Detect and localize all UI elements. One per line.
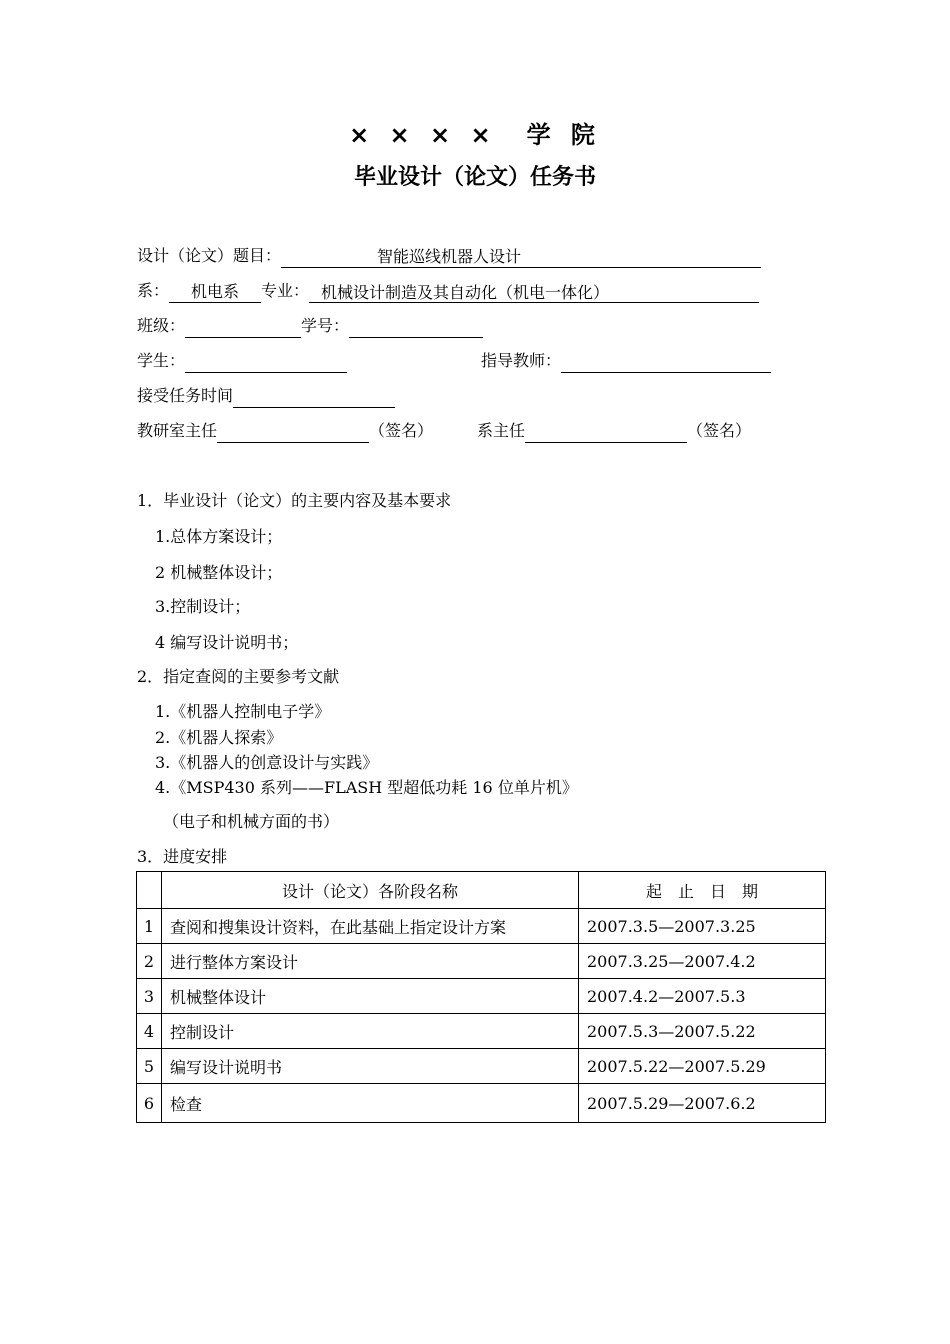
- section1-item-1: 1.总体方案设计；: [155, 527, 283, 546]
- schedule-table: [136, 871, 826, 1123]
- sign-note-1: （签名）: [369, 421, 434, 440]
- student-id-label: 学号：: [301, 316, 350, 335]
- table-row: [137, 944, 826, 979]
- section3-heading: 3．进度安排: [137, 847, 228, 866]
- receive-time-value: [233, 387, 395, 408]
- row-num: 5: [137, 1049, 162, 1084]
- student-value: [185, 352, 347, 373]
- document-title: 毕业设计（论文）任务书: [353, 165, 596, 190]
- reference-3: 3.《机器人的创意设计与实践》: [155, 753, 379, 772]
- row-date: 2007.5.3—2007.5.22: [579, 1014, 826, 1049]
- major-label: 专业：: [261, 281, 310, 300]
- table-row: [137, 909, 826, 944]
- office-head-label: 教研室主任: [137, 421, 218, 440]
- schedule-header-row: [137, 872, 826, 909]
- receive-time-line: [137, 384, 395, 408]
- row-date: 2007.3.5—2007.3.25: [579, 909, 826, 944]
- header-name-cell: 设计（论文）各阶段名称: [162, 872, 579, 909]
- reference-1: 1.《机器人控制电子学》: [155, 702, 331, 721]
- table-row: [137, 979, 826, 1014]
- topic-line: [137, 244, 761, 268]
- student-id-value: [349, 317, 483, 338]
- signature-line: [137, 419, 751, 443]
- table-row: [137, 1084, 826, 1123]
- row-num: 2: [137, 944, 162, 979]
- section1-item-3: 3.控制设计；: [155, 597, 251, 616]
- advisor-line: [481, 349, 771, 373]
- row-num: 4: [137, 1014, 162, 1049]
- row-num: 1: [137, 909, 162, 944]
- student-line: [137, 349, 347, 373]
- topic-label: 设计（论文）题目：: [137, 246, 282, 265]
- dept-head-blank: [525, 422, 687, 443]
- sign-note-2: （签名）: [687, 421, 752, 440]
- row-stage: 检查: [162, 1084, 579, 1123]
- class-value: [185, 317, 301, 338]
- topic-value: 智能巡线机器人设计: [377, 247, 761, 268]
- header-date-cell: 起 止 日 期: [579, 872, 826, 909]
- advisor-value: [561, 352, 771, 373]
- table-row: [137, 1014, 826, 1049]
- section1-heading: 1．毕业设计（论文）的主要内容及基本要求: [137, 491, 452, 510]
- row-date: 2007.5.22—2007.5.29: [579, 1049, 826, 1084]
- section2-heading: 2．指定查阅的主要参考文献: [137, 667, 340, 686]
- major-value: 机械设计制造及其自动化（机电一体化）: [309, 283, 759, 303]
- row-date: 2007.3.25—2007.4.2: [579, 944, 826, 979]
- table-row: [137, 1049, 826, 1084]
- section1-item-2: 2 机械整体设计；: [155, 563, 283, 582]
- dept-label: 系：: [137, 281, 170, 300]
- class-id-line: [137, 314, 483, 338]
- topic-blank-left: [281, 247, 377, 268]
- receive-time-label: 接受任务时间: [137, 386, 234, 405]
- class-label: 班级：: [137, 316, 186, 335]
- dept-head-label: 系主任: [477, 421, 526, 440]
- header-num-cell: [137, 872, 162, 909]
- row-stage: 控制设计: [162, 1014, 579, 1049]
- row-num: 3: [137, 979, 162, 1014]
- reference-4: 4.《MSP430 系列——FLASH 型超低功耗 16 位单片机》: [155, 778, 578, 797]
- office-head-blank: [217, 422, 369, 443]
- section1-item-4: 4 编写设计说明书；: [155, 633, 299, 652]
- row-stage: 进行整体方案设计: [162, 944, 579, 979]
- student-label: 学生：: [137, 351, 186, 370]
- row-stage: 编写设计说明书: [162, 1049, 579, 1084]
- dept-value: 机电系: [169, 282, 261, 303]
- row-stage: 查阅和搜集设计资料，在此基础上指定设计方案: [162, 909, 579, 944]
- row-num: 6: [137, 1084, 162, 1123]
- reference-note: （电子和机械方面的书）: [163, 812, 340, 831]
- row-date: 2007.4.2—2007.5.3: [579, 979, 826, 1014]
- row-stage: 机械整体设计: [162, 979, 579, 1014]
- advisor-label: 指导教师：: [481, 351, 562, 370]
- college-title: × × × × 学 院: [349, 121, 601, 149]
- dept-major-line: [137, 279, 759, 303]
- reference-2: 2.《机器人探索》: [155, 728, 283, 747]
- row-date: 2007.5.29—2007.6.2: [579, 1084, 826, 1123]
